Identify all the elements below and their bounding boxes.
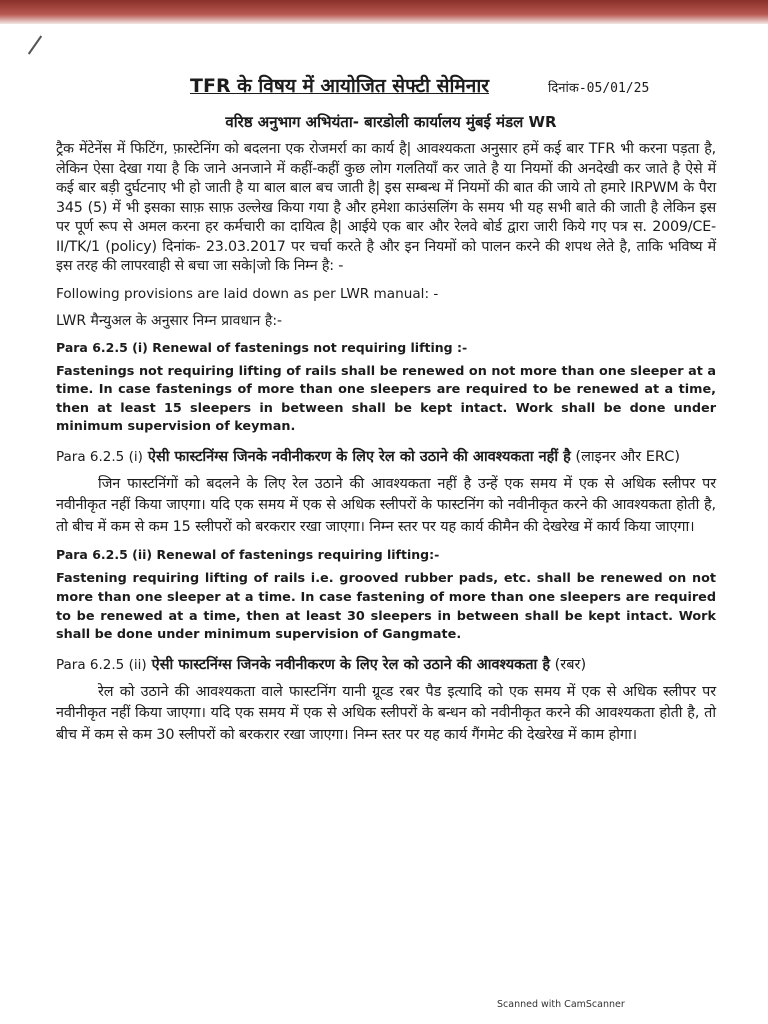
document-title: TFR के विषय में आयोजित सेफ्टी सेमिनार xyxy=(190,75,490,97)
document-page xyxy=(56,72,716,746)
provisions-line-en: Following provisions are laid down as per LWR manual: - xyxy=(56,285,439,302)
para1-body-hi: जिन फास्टनिंगों को बदलने के लिए रेल उठाने की आवश्यकता नहीं है उन्हें एक समय में एक से अधिक स्लीपर पर नवीनीकृत नहीं किया जाएगा। यदि एक समय में एक से अधिक स्लीपरों के फास्टनिंग को नवीनीकृत करने की आवश्यकता होती है, तो बीच में कम से कम 15 स्लीपरों को बरकरार रखा जाएगा। निम्न स्तर पर यह कार्य कीमैन की देखरेख में कार्य किया जाएगा। xyxy=(56,475,716,535)
para2-body-en: Fastening requiring lifting of rails i.e. grooved rubber pads, etc. shall be renewed on not more than one sleeper at a time. In case fastening of more than one sleepers are required to be renewed at a time, then at least 30 sleepers in between shall be kept intact. Work shall be done under minimum supervision of Gangmate. xyxy=(56,571,716,643)
scanner-watermark: Scanned with CamScanner xyxy=(497,999,625,1010)
para2-heading-hi-prefix: Para 6.2.5 (ii) xyxy=(56,656,147,673)
para2-heading-en: Para 6.2.5 (ii) Renewal of fastenings requiring lifting:- xyxy=(56,547,440,563)
para1-heading-hi xyxy=(56,447,716,468)
pen-mark xyxy=(28,35,42,54)
provisions-line-hi: LWR मैन्युअल के अनुसार निम्न प्रावधान है:- xyxy=(56,312,283,329)
para2-heading-hi-tail: (रबर) xyxy=(550,656,587,673)
para1-heading-en: Para 6.2.5 (i) Renewal of fastenings not requiring lifting :- xyxy=(56,339,468,355)
para2-heading-hi-text: ऐसी फास्टनिंग्स जिनके नवीनीकरण के लिए रेल को उठाने की आवश्यकता है xyxy=(151,656,551,673)
photo-top-edge xyxy=(0,0,768,24)
para1-body-en: Fastenings not requiring lifting of rails shall be renewed on not more than one sleeper at a time. In case fastenings of more than one sleepers are required to be renewed at a time, then at least 15 sleepers in between shall be kept intact. Work shall be done under minimum supervision of keyman. xyxy=(56,363,716,435)
title-row xyxy=(56,72,716,102)
para1-heading-hi-prefix: Para 6.2.5 (i) xyxy=(56,448,143,465)
para1-heading-hi-text: ऐसी फास्टनिंग्स जिनके नवीनीकरण के लिए रेल को उठाने की आवश्यकता नहीं है xyxy=(147,448,571,465)
para1-heading-hi-tail: (लाइनर और ERC) xyxy=(570,448,681,465)
document-subtitle: वरिष्ठ अनुभाग अभियंता- बारडोली कार्यालय मुंबई मंडल WR xyxy=(225,113,557,131)
para2-body-hi: रेल को उठाने की आवश्यकता वाले फास्टनिंग यानी ग्रूव्ड रबर पैड इत्यादि को एक समय में एक से अधिक स्लीपर पर नवीनीकृत नहीं किया जाएगा। यदि एक समय में एक से अधिक स्लीपरों के बन्धन को नवीनीकृत करने की आवश्यकता होती है, तो बीच में कम से कम 30 स्लीपरों को बरकरार रखा जाएगा। निम्न स्तर पर यह कार्य गैंगमेट की देखरेख में काम होगा। xyxy=(56,683,716,743)
document-date: दिनांक-05/01/25 xyxy=(548,81,650,96)
intro-paragraph: ट्रैक मेंटेनेंस में फिटिंग, फ़ास्टेनिंग को बदलना एक रोजमर्रा का कार्य है| आवश्यकता अनुसार हमें कई बार TFR भी करना पड़ता है, लेकिन ऐसा देखा गया है कि जाने अनजाने में कहीं-कहीं कुछ लोग गलतियाँ कर जाते है या नियमों की अनदेखी कर जाते है ऐसे में कई बार बड़ी दुर्घटनाए भी हो जाती है या बाल बाल बच जाती है| इस सम्बन्ध में नियमों की बात की जाये तो हमारे IRPWM के पैरा 345 (5) में भी इसका साफ़ साफ़ उल्लेख किया गया है और हमेशा काउंसलिंग के समय भी यह सभी बाते की जाती है लेकिन इस पर पूर्ण रूप से अमल करना हर कर्मचारी का दायित्व है| आईये एक बार और रेलवे बोर्ड द्वारा जारी किये गए पत्र स. 2009/CE-II/TK/1 (policy) दिनांक- 23.03.2017 पर चर्चा करते है और इन नियमों को पालन करने की शपथ लेते है, ताकि भविष्य में इस तरह की लापरवाही से बचा जा सके|जो कि निम्न है: - xyxy=(56,141,716,274)
para2-heading-hi xyxy=(56,655,716,676)
